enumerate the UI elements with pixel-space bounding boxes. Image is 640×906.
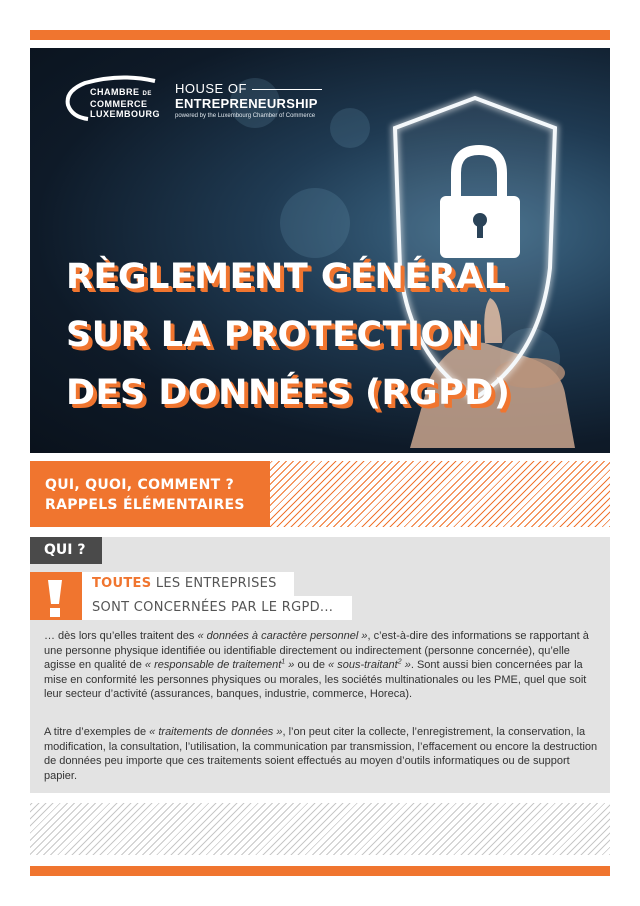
hatched-decoration: [30, 803, 610, 855]
chamber-of-commerce-logo-text: CHAMBRE DE COMMERCE LUXEMBOURG: [90, 87, 160, 119]
callout-text: LES ENTREPRISES: [151, 576, 277, 591]
exclamation-icon: [44, 572, 66, 620]
powered-by-label: powered by the Luxembourg Chamber of Commerce: [175, 113, 316, 119]
callout-highlight: TOUTES: [92, 576, 152, 591]
footnote-ref: 2: [397, 658, 402, 666]
paragraph: … dès lors qu’elles traitent des « données à caractère personnel », c’est-à-dire des informations se rapportant à une personne physique identifiée ou identifiable directement ou indirectement (personne concernée), qu’elle agisse en qualité de « responsable de traitement$^1$ » ou de « sous-traitant$^2$ ». Sont aussi bien concernées par la mise en conformité les personnes physiques ou morales, les sociétés multinationales ou les PME, quel que soit leur secteur d’activité (assurances, banques, industrie, commerce, Horeca).: [44, 630, 589, 700]
hatched-decoration: [270, 461, 610, 527]
section-heading: [30, 461, 270, 527]
entrepreneurship-label: ENTREPRENEURSHIP: [175, 96, 318, 111]
section-heading-line: RAPPELS ÉLÉMENTAIRES: [45, 497, 245, 513]
title-line: RÈGLEMENT GÉNÉRAL: [66, 257, 507, 297]
page-title: [66, 248, 586, 422]
paragraph: A titre d’exemples de « traitements de données », l’on peut citer la collecte, l’enregistrement, la conservation, la modification, la consultation, l’utilisation, la communication par transmission, l’effacement ou encore la destruction de données peu importe que ces traitements soient effectués au moyen d’outils informatiques ou de support papier.: [44, 726, 598, 782]
callout-line: [82, 572, 294, 596]
title-line: SUR LA PROTECTION: [66, 315, 481, 355]
title-line: DES DONNÉES (RGPD): [66, 373, 511, 413]
bottom-accent-bar: [30, 866, 610, 876]
top-accent-bar: [30, 30, 610, 40]
logo-divider: [252, 89, 322, 90]
house-of-label: HOUSE OF: [175, 81, 247, 96]
qui-label: QUI ?: [30, 537, 102, 564]
section-heading-line: QUI, QUOI, COMMENT ?: [45, 477, 235, 493]
hero-banner: [30, 48, 610, 453]
callout-line: SONT CONCERNÉES PAR LE RGPD...: [82, 596, 352, 620]
footnote-ref: 1: [281, 658, 286, 666]
